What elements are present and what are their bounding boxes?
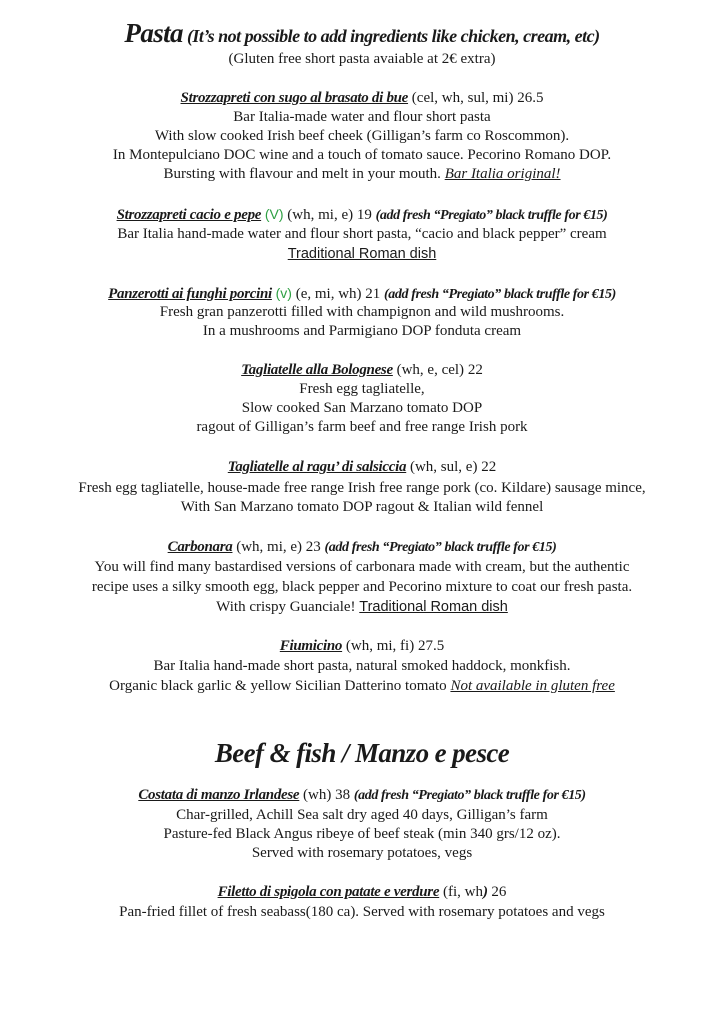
item-description: In a mushrooms and Parmigiano DOP fonduta cream: [202, 323, 522, 339]
item-description: Fresh gran panzerotti filled with champignon and wild mushrooms.: [159, 304, 565, 320]
item-allergens: (wh, mi, e): [236, 539, 303, 555]
truffle-extra: (add fresh “Pregiato” black truffle for €15): [375, 208, 608, 223]
beef-fish-section-heading: Beef & fish / Manzo e pesce: [214, 738, 510, 768]
item-price: 26: [491, 884, 507, 900]
menu-item-heading: [0, 637, 724, 656]
item-price: 27.5: [417, 638, 445, 654]
menu-item-heading: [0, 361, 724, 380]
item-description: Bar Italia hand-made water and flour short pasta, “cacio and black pepper” cream: [117, 226, 607, 242]
item-price: 38: [335, 787, 351, 803]
item-description: recipe uses a silky smooth egg, black pepper and Pecorino mixture to coat our fresh pasta.: [91, 579, 633, 595]
truffle-extra: (add fresh “Pregiato” black truffle for €15): [353, 788, 586, 803]
vegetarian-badge: (V): [264, 206, 284, 222]
item-allergens-open: (fi, wh: [442, 884, 483, 900]
item-description: With slow cooked Irish beef cheek (Gilligan’s farm co Roscommon).: [154, 128, 570, 144]
item-description: Slow cooked San Marzano tomato DOP: [241, 400, 483, 416]
item-description: You will find many bastardised versions of carbonara made with cream, but the authentic: [94, 559, 630, 575]
item-name: Tagliatelle al ragu’ di salsiccia: [227, 459, 407, 475]
item-tag-row: [0, 245, 724, 264]
menu-item-heading: [0, 538, 724, 557]
bar-italia-original-link[interactable]: Bar Italia original!: [444, 166, 561, 182]
item-name: Strozzapreti con sugo al brasato di bue: [180, 90, 409, 106]
item-name: Panzerotti ai funghi porcini: [108, 286, 272, 302]
item-price: 26.5: [517, 90, 544, 106]
item-description-row: [0, 677, 724, 696]
vegetarian-badge: (v): [275, 285, 292, 301]
item-price: 22: [481, 459, 497, 475]
item-description: ragout of Gilligan’s farm beef and free range Irish pork: [196, 419, 528, 435]
item-description: With San Marzano tomato DOP ragout & Italian wild fennel: [180, 499, 544, 515]
truffle-extra: (add fresh “Pregiato” black truffle for €15): [384, 287, 616, 302]
pasta-title-note: (It’s not possible to add ingredients like chicken, cream, etc): [186, 26, 600, 46]
item-name: Fiumicino: [279, 638, 343, 654]
item-description-row: [0, 165, 724, 184]
menu-item-heading: [0, 883, 724, 902]
item-allergens: (cel, wh, sul, mi): [411, 90, 514, 106]
item-allergens-close: ): [482, 884, 488, 900]
item-name: Strozzapreti cacio e pepe: [116, 207, 262, 223]
menu-item-heading: [0, 786, 724, 805]
menu-item-heading: [0, 458, 724, 477]
item-description: With crispy Guanciale!: [216, 599, 356, 615]
item-description: Bar Italia hand-made short pasta, natural smoked haddock, monkfish.: [153, 658, 571, 674]
item-price: 21: [365, 286, 381, 302]
item-name: Tagliatelle alla Bolognese: [241, 362, 393, 378]
gluten-free-unavailable-link[interactable]: Not available in gluten free: [450, 678, 615, 694]
item-price: 22: [467, 362, 483, 378]
pasta-section-heading: [0, 18, 724, 52]
pasta-title: Pasta: [124, 18, 183, 48]
item-description: Fresh egg tagliatelle,: [299, 381, 425, 397]
item-allergens: (wh, e, cel): [396, 362, 465, 378]
menu-item-heading: [0, 205, 724, 225]
item-allergens: (wh): [303, 787, 332, 803]
item-description: Pasture-fed Black Angus ribeye of beef steak (min 340 grs/12 oz).: [163, 826, 561, 842]
menu-item-heading: [0, 89, 724, 108]
item-allergens: (wh, mi, fi): [345, 638, 415, 654]
item-allergens: (e, mi, wh): [295, 286, 362, 302]
item-description: Bursting with flavour and melt in your mouth.: [163, 166, 441, 182]
gluten-free-note: (Gluten free short pasta avaiable at 2€ extra): [228, 51, 496, 67]
item-name: Filetto di spigola con patate e verdure: [217, 884, 440, 900]
item-description: Pan-fried fillet of fresh seabass(180 ca). Served with rosemary potatoes and vegs: [119, 904, 605, 920]
truffle-extra: (add fresh “Pregiato” black truffle for €15): [324, 540, 557, 555]
item-description: Char-grilled, Achill Sea salt dry aged 40 days, Gilligan’s farm: [176, 807, 548, 823]
item-description: Organic black garlic & yellow Sicilian Datterino tomato: [109, 678, 447, 694]
item-description: Bar Italia-made water and flour short pasta: [233, 109, 491, 125]
item-allergens: (wh, mi, e): [287, 207, 354, 223]
traditional-roman-dish-link[interactable]: Traditional Roman dish: [359, 599, 508, 615]
item-name: Carbonara: [167, 539, 233, 555]
item-description-row: [0, 598, 724, 617]
menu-item-heading: [0, 284, 724, 304]
traditional-roman-dish-link[interactable]: Traditional Roman dish: [287, 246, 437, 262]
item-name: Costata di manzo Irlandese: [138, 787, 300, 803]
item-description: In Montepulciano DOC wine and a touch of tomato sauce. Pecorino Romano DOP.: [112, 147, 612, 163]
item-price: 23: [305, 539, 321, 555]
item-price: 19: [356, 207, 372, 223]
item-description: Served with rosemary potatoes, vegs: [251, 845, 473, 861]
item-allergens: (wh, sul, e): [409, 459, 478, 475]
item-description: Fresh egg tagliatelle, house-made free range Irish free range pork (co. Kildare) sausage mince,: [78, 480, 646, 496]
